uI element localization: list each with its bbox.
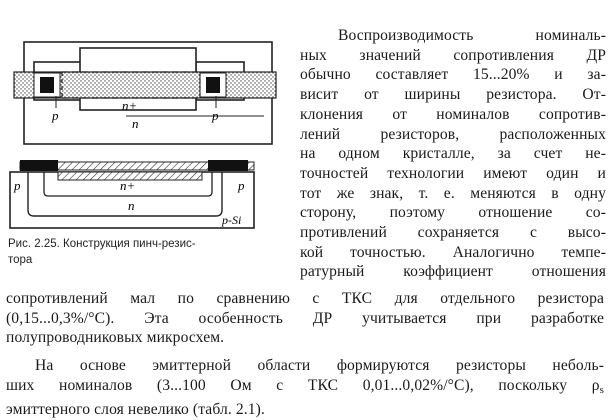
- text-line: сопротивлений мал по сравнению с ТКС для отдельного резистора: [6, 290, 604, 307]
- label-n-plus-bottom: n+: [120, 178, 136, 193]
- paragraph-1: [6, 289, 604, 348]
- text-line: на одном кристалле, за счет не-: [300, 145, 606, 163]
- figure-caption: [8, 236, 270, 268]
- caption-line: тора: [8, 254, 33, 266]
- cross-section-view: [10, 160, 254, 228]
- label-n-top: n: [132, 116, 139, 131]
- text-line: Воспроизводимость номиналь-: [338, 27, 606, 44]
- text-line-main: ших номиналов (3...100 Ом с ТКС 0,01...0,02%/°С), поскольку ρ: [6, 376, 600, 394]
- text-line: висит от ширины резистора. От-: [300, 86, 606, 104]
- rho-subscript: s: [599, 383, 604, 396]
- label-p-right-bottom: p: [238, 178, 245, 193]
- pinch-resistor-figure: [4, 4, 284, 236]
- text-line: сторону, поэтому отношение со-: [300, 204, 606, 222]
- text-line: точностей технологии имеют один и: [300, 164, 606, 182]
- label-p-left-top: p: [52, 108, 59, 123]
- text-line: ратурный коэффициент отношения: [300, 263, 606, 281]
- label-p-left-bottom: p: [14, 178, 21, 193]
- right-column-text: [300, 26, 606, 282]
- paragraph-2: [6, 356, 604, 420]
- label-p-right-top: p: [212, 108, 219, 123]
- text-line-with-rho: [6, 376, 604, 401]
- label-n-plus-top: n+: [122, 98, 138, 113]
- text-line: обычно составляет 15...20% и за-: [300, 66, 606, 84]
- pinch-resistor-drawing: [4, 4, 284, 236]
- text-line: ных значений сопротивления ДР: [300, 46, 606, 64]
- text-line: полупроводниковых микросхем.: [6, 329, 225, 347]
- label-n-bottom: n: [128, 198, 135, 213]
- text-line: тот же знак, т. е. меняются в одну: [300, 184, 606, 202]
- text-line: кой точностью. Аналогично темпе-: [300, 243, 606, 261]
- label-substrate: p-Si: [222, 213, 242, 227]
- top-view: [14, 42, 276, 144]
- caption-line: Рис. 2.25. Конструкция пинч-резис-: [8, 238, 196, 250]
- text-line: противлений сохраняется с высо-: [300, 224, 606, 242]
- text-line: (0,15...0,3%/°С). Эта особенность ДР учитывается при разработке: [6, 309, 604, 327]
- text-line: клонения от номиналов сопротив-: [300, 105, 606, 123]
- text-line: эмиттерного слоя невелико (табл. 2.1).: [6, 401, 265, 419]
- text-line: лений резисторов, расположенных: [300, 125, 606, 143]
- text-line: На основе эмиттерной области формируются резисторы неболь-: [35, 357, 604, 374]
